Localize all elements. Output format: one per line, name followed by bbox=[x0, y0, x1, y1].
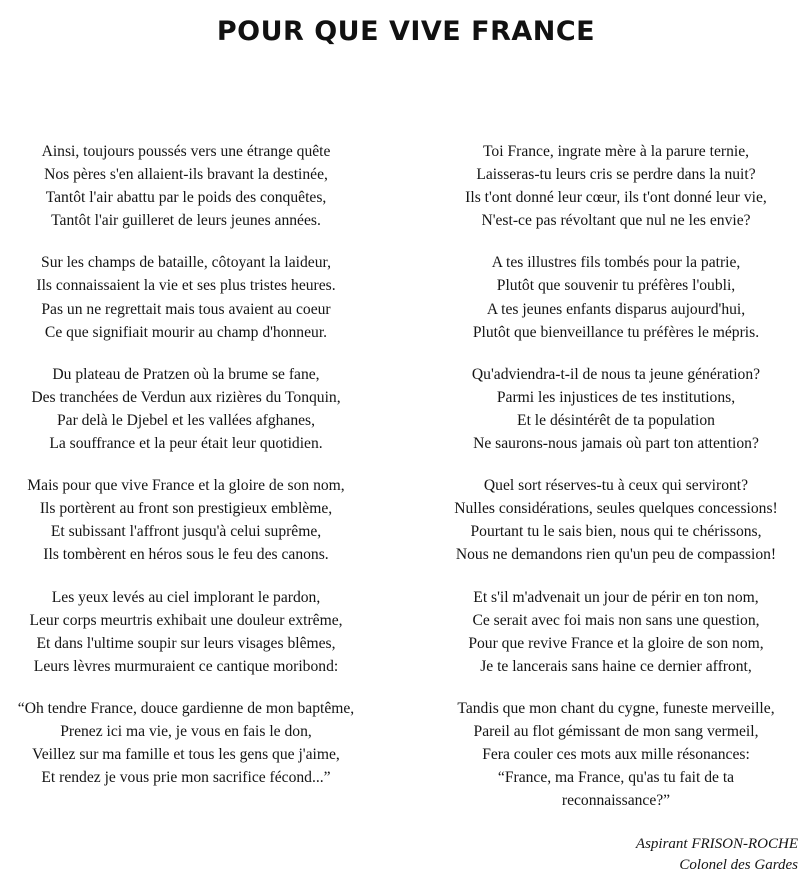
verse-line: Des tranchées de Verdun aux rizières du Tonquin, bbox=[31, 388, 341, 406]
stanza bbox=[428, 586, 804, 678]
signature-name: Aspirant FRISON-ROCHE bbox=[635, 836, 798, 852]
poem-title: POUR QUE VIVE FRANCE bbox=[216, 16, 596, 47]
verse-line: Pareil au flot gémissant de mon sang vermeil, bbox=[473, 722, 759, 740]
verse-line: Veillez sur ma famille et tous les gens que j'aime, bbox=[32, 746, 340, 764]
verse-line: Les yeux levés au ciel implorant le pardon, bbox=[51, 588, 321, 606]
signature bbox=[636, 834, 798, 876]
verse-line: “Oh tendre France, douce gardienne de mon baptême, bbox=[17, 699, 355, 717]
stanza bbox=[0, 140, 372, 232]
verse-line: reconnaissance?” bbox=[561, 792, 671, 810]
stanza bbox=[0, 251, 372, 343]
verse-line: Pour que revive France et la gloire de son nom, bbox=[468, 634, 764, 652]
verse-line: Par delà le Djebel et les vallées afghanes, bbox=[56, 411, 316, 429]
verse-line: A tes jeunes enfants disparus aujourd'hui, bbox=[486, 300, 746, 318]
verse-line: Nous ne demandons rien qu'un peu de compassion! bbox=[455, 546, 777, 564]
stanza bbox=[428, 140, 804, 232]
verse-line: Et s'il m'advenait un jour de périr en ton nom, bbox=[473, 588, 759, 606]
stanza bbox=[428, 363, 804, 455]
verse-line: Et rendez je vous prie mon sacrifice fécond...” bbox=[41, 769, 331, 787]
verse-line: Pas un ne regrettait mais tous avaient au coeur bbox=[41, 300, 331, 318]
verse-line: Plutôt que souvenir tu préfères l'oubli, bbox=[496, 277, 736, 295]
verse-line: La souffrance et la peur était leur quotidien. bbox=[49, 435, 323, 453]
verse-line: Tantôt l'air guilleret de leurs jeunes années. bbox=[51, 212, 321, 230]
poem-right-column bbox=[428, 140, 804, 831]
verse-line: Fera couler ces mots aux mille résonances: bbox=[482, 746, 750, 764]
verse-line: Mais pour que vive France et la gloire de son nom, bbox=[27, 477, 345, 495]
stanza bbox=[0, 586, 372, 678]
poem-left-column bbox=[0, 140, 372, 808]
verse-line: Leur corps meurtris exhibait une douleur extrême, bbox=[29, 611, 343, 629]
verse-line: Parmi les injustices de tes institutions, bbox=[496, 388, 736, 406]
verse-line: A tes illustres fils tombés pour la patrie, bbox=[491, 254, 741, 272]
stanza bbox=[0, 697, 372, 789]
stanza bbox=[0, 363, 372, 455]
verse-line: Ils connaissaient la vie et ses plus tristes heures. bbox=[36, 277, 336, 295]
stanza bbox=[428, 697, 804, 812]
verse-line: Prenez ici ma vie, je vous en fais le don, bbox=[60, 722, 312, 740]
verse-line: Nos pères s'en allaient-ils bravant la destinée, bbox=[44, 166, 328, 184]
verse-line: Du plateau de Pratzen où la brume se fane, bbox=[52, 365, 320, 383]
verse-line: Nulles considérations, seules quelques concessions! bbox=[454, 500, 778, 518]
verse-line: Quel sort réserves-tu à ceux qui serviront? bbox=[483, 477, 749, 495]
verse-line: Sur les champs de bataille, côtoyant la laideur, bbox=[41, 254, 331, 272]
stanza bbox=[428, 251, 804, 343]
stanza bbox=[0, 474, 372, 566]
verse-line: Toi France, ingrate mère à la parure ternie, bbox=[482, 143, 750, 160]
verse-line: Et subissant l'affront jusqu'à celui suprême, bbox=[50, 523, 322, 541]
stanza bbox=[428, 474, 804, 566]
verse-line: Je te lancerais sans haine ce dernier affront, bbox=[480, 657, 752, 675]
verse-line: Plutôt que bienveillance tu préfères le mépris. bbox=[472, 323, 760, 341]
verse-line: Et le désintérêt de ta population bbox=[517, 411, 715, 429]
verse-line: Tandis que mon chant du cygne, funeste merveille, bbox=[457, 699, 775, 717]
verse-line: Ne saurons-nous jamais où part ton attention? bbox=[473, 435, 759, 453]
verse-line: Ainsi, toujours poussés vers une étrange quête bbox=[41, 143, 331, 160]
verse-line: N'est-ce pas révoltant que nul ne les envie? bbox=[481, 212, 751, 230]
verse-line: Qu'adviendra-t-il de nous ta jeune génération? bbox=[471, 365, 761, 383]
verse-line: Ce que signifiait mourir au champ d'honneur. bbox=[44, 323, 328, 341]
verse-line: Et dans l'ultime soupir sur leurs visages blêmes, bbox=[36, 634, 336, 652]
verse-line: Ils portèrent au front son prestigieux emblème, bbox=[39, 500, 333, 518]
verse-line: Ils t'ont donné leur cœur, ils t'ont donné leur vie, bbox=[465, 189, 767, 207]
verse-line: Pourtant tu le sais bien, nous qui te chérissons, bbox=[470, 523, 762, 541]
verse-line: Leurs lèvres murmuraient ce cantique moribond: bbox=[33, 657, 339, 675]
verse-line: Ils tombèrent en héros sous le feu des canons. bbox=[43, 546, 329, 564]
verse-line: Laisseras-tu leurs cris se perdre dans la nuit? bbox=[476, 166, 756, 184]
verse-line: Ce serait avec foi mais non sans une question, bbox=[472, 611, 760, 629]
signature-rank: Colonel des Gardes bbox=[679, 857, 798, 873]
verse-line: “France, ma France, qu'as tu fait de ta bbox=[497, 769, 735, 787]
verse-line: Tantôt l'air abattu par le poids des conquêtes, bbox=[45, 189, 327, 207]
